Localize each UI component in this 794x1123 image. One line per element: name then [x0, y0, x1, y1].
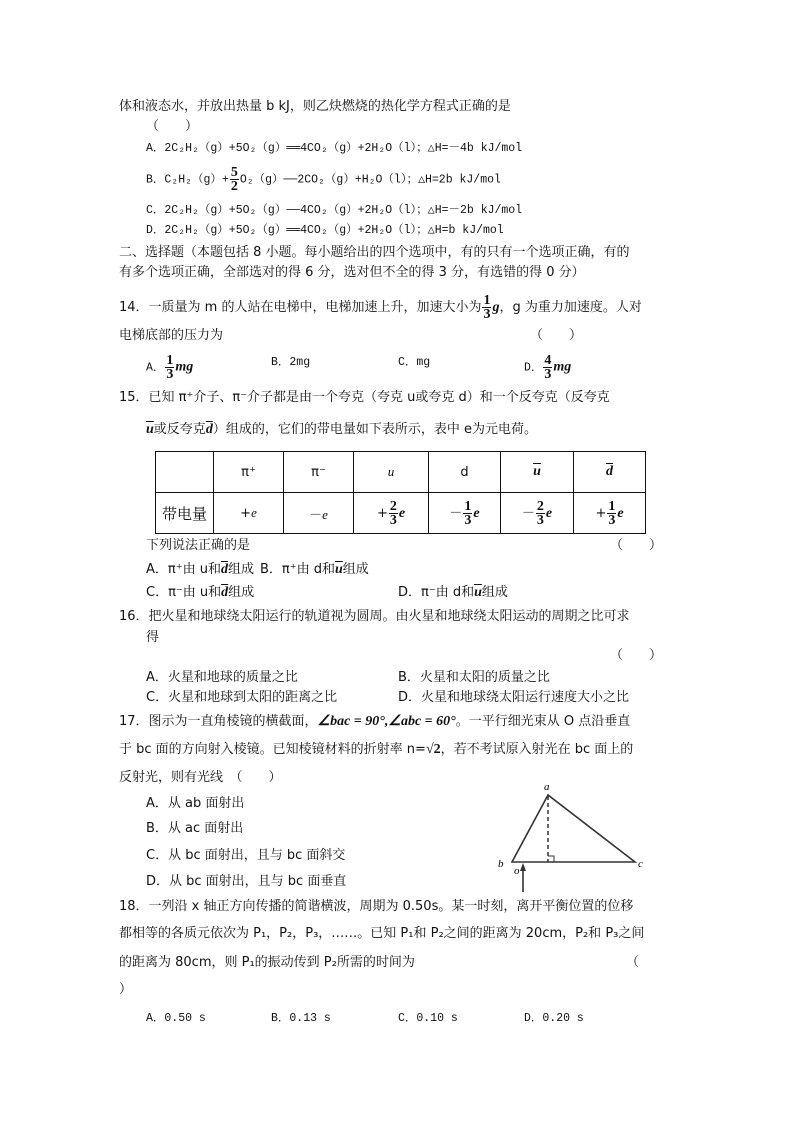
g-symbol: g: [492, 300, 500, 315]
fraction: [543, 354, 552, 381]
text: ，若不考试原入射光在 bc 面上的: [440, 742, 634, 757]
q16-answer-bracket: （ ）: [610, 648, 663, 663]
q17-option-c: C．从 bc 面射出，且与 bc 面斜交: [146, 848, 346, 863]
sign: +: [595, 505, 607, 521]
e: e: [322, 506, 328, 522]
text: 组成: [342, 562, 369, 577]
d-bar: $\overline{d}$: [220, 562, 228, 577]
u-bar: $\overline{u}$: [335, 562, 343, 577]
q13-option-d: D．2C₂H₂（g）+5O₂（g）══4CO₂（g）+2H₂O（l）；△H=b kJ/mol: [146, 224, 504, 237]
denominator: 3: [608, 512, 616, 528]
label-b: b: [498, 858, 504, 870]
prism-triangle: [512, 795, 635, 862]
q18-option-d: D．0.20 s: [524, 1012, 584, 1025]
charge-cell: [214, 493, 284, 534]
charge-cell: [284, 493, 354, 534]
e: e: [617, 505, 624, 521]
right-angle-mark: [548, 856, 554, 862]
text: ，g 为重力加速度。人对: [499, 300, 642, 315]
header-cell: π⁺: [214, 452, 284, 493]
q16-option-b: B．火星和太阳的质量之比: [398, 670, 550, 685]
fraction: [607, 500, 616, 527]
header-cell: [156, 452, 214, 493]
fraction: [482, 294, 491, 321]
d-bar: $\overline{d}$: [221, 585, 229, 600]
q16-stem-2: 得: [146, 630, 160, 645]
numerator: 1: [483, 293, 491, 308]
fraction: [389, 500, 398, 527]
table-row: [156, 493, 646, 534]
d-bar: $\overline{d}$: [205, 422, 213, 437]
sign: －: [521, 505, 535, 521]
unit: mg: [553, 359, 572, 375]
charge-cell: [429, 493, 501, 534]
q18-bracket-open: （: [626, 955, 640, 970]
q15-prompt: 下列说法正确的是: [146, 538, 251, 553]
e: e: [473, 505, 480, 521]
q14-option-d: [524, 354, 571, 381]
q14-option-c: C．mg: [398, 356, 431, 369]
text: B．π⁺由 d和: [260, 562, 335, 577]
fraction: [536, 500, 545, 527]
q18-option-b: B．0.13 s: [271, 1012, 331, 1025]
text: 14．一质量为 m 的人站在电梯中，电梯加速上升，加速大小为: [119, 300, 482, 315]
q18-stem-3: 的距离为 80cm，则 P₁的振动传到 P₂所需的时间为: [119, 955, 415, 970]
text: ）组成的，它们的带电量如下表所示，表中 e为元电荷。: [212, 422, 537, 437]
q15-stem-1: 15．已知 π⁺介子、π⁻介子都是由一个夸克（夸克 u或夸克 d）和一个反夸克（反夸克: [119, 390, 610, 405]
q15-option-a: [146, 561, 254, 579]
fraction: [463, 500, 472, 527]
label-a: a: [544, 781, 550, 793]
q18-bracket-close: ）: [119, 982, 133, 997]
text: B．C₂H₂（g）+: [146, 173, 229, 187]
text: 组成: [228, 585, 255, 600]
q14-option-b: B．2mg: [271, 356, 311, 369]
arrow-head-icon: [520, 863, 526, 871]
unit: mg: [175, 359, 194, 375]
q13-answer-bracket: （ ）: [146, 119, 199, 134]
q17-stem-1: [119, 713, 630, 731]
label: A．: [146, 361, 165, 375]
header-cell: $\overline{u}$: [501, 452, 574, 493]
numerator: 1: [166, 353, 174, 368]
text: C．π⁻由 u和: [146, 585, 222, 600]
numerator: 5: [230, 165, 238, 180]
denominator: 3: [483, 307, 491, 322]
sign: +: [240, 506, 252, 521]
q17-stem-2: [119, 741, 633, 759]
numerator: 2: [389, 498, 397, 514]
q17-option-d: D．从 bc 面射出，且与 bc 面垂直: [146, 874, 347, 889]
q18-option-a: A．0.50 s: [146, 1012, 206, 1025]
u-bar: $\overline{u}$: [474, 585, 482, 600]
denominator: 3: [464, 512, 472, 528]
charge-cell: [574, 493, 646, 534]
row-label: 带电量: [156, 493, 214, 534]
q14-option-a: [146, 354, 193, 381]
q13-option-a: A．2C₂H₂（g）+5O₂（g）══4CO₂（g）+2H₂O（l）；△H=－4b kJ/mol: [146, 142, 523, 155]
q16-stem-1: 16．把火星和地球绕太阳运行的轨道视为圆周。由火星和地球绕太阳运动的周期之比可求: [119, 609, 630, 624]
q18-option-c: C．0.10 s: [398, 1012, 458, 1025]
label-o: o: [514, 865, 520, 877]
numerator: 1: [464, 498, 472, 514]
table-header-row: [156, 452, 646, 493]
text: A．π⁺由 u和: [146, 562, 221, 577]
q14-stem-2: 电梯底部的压力为: [119, 328, 224, 343]
q16-option-d: D．火星和地球绕太阳运行速度大小之比: [398, 690, 630, 705]
q14-answer-bracket: （ ）: [530, 328, 583, 343]
denominator: 2: [230, 179, 238, 194]
q17-option-a: A．从 ab 面射出: [146, 796, 245, 811]
q16-option-a: A．火星和地球的质量之比: [146, 670, 298, 685]
charge-cell: [354, 493, 429, 534]
numerator: 4: [544, 353, 552, 368]
angle-expression: ∠bac = 90°,∠abc = 60°: [317, 714, 456, 729]
q14-stem: [119, 294, 642, 321]
label-c: c: [638, 858, 643, 870]
q17-option-b: B．从 ac 面射出: [146, 821, 244, 836]
text: 或反夸克: [153, 422, 206, 437]
q18-stem-1: 18．一列沿 x 轴正方向传播的简谐横波，周期为 0.50s。某一时刻，离开平衡位置的位移: [119, 899, 634, 914]
u-bar: $\overline{u}$: [146, 422, 154, 437]
fraction: [165, 354, 174, 381]
sign: －: [309, 507, 323, 523]
q13-option-b: [146, 166, 501, 193]
q15-answer-bracket: （ ）: [610, 538, 663, 553]
q15-option-c: [146, 584, 254, 602]
prism-diagram: [490, 780, 660, 900]
q15-option-b: [260, 561, 369, 579]
text: 组成: [481, 585, 508, 600]
section2-heading-2: 有多个选项正确，全部选对的得 6 分，选对但不全的得 3 分，有选错的得 0 分）: [119, 265, 585, 280]
text: 17．图示为一直角棱镜的横截面，: [119, 714, 318, 729]
text: 于 bc 面的方向射入棱镜。已知棱镜材料的折射率 n=: [119, 742, 426, 757]
header-cell: π⁻: [284, 452, 354, 493]
q16-option-c: C．火星和地球到太阳的距离之比: [146, 690, 338, 705]
e: e: [251, 505, 257, 520]
numerator: 1: [608, 498, 616, 514]
label: D．: [524, 361, 543, 375]
sign: －: [449, 505, 463, 521]
q15-option-d: [398, 584, 508, 602]
q13-stem: 体和液态水，并放出热量 b kJ，则乙炔燃烧的热化学方程式正确的是: [119, 99, 511, 114]
numerator: 2: [536, 498, 544, 514]
header-cell: u: [354, 452, 429, 493]
header-cell: $\overline{d}$: [574, 452, 646, 493]
section2-heading-1: 二、选择题（本题包括 8 小题。每小题给出的四个选项中，有的只有一个选项正确，有的: [119, 245, 630, 260]
text: O₂（g）──2CO₂（g）+H₂O（l）；△H=2b kJ/mol: [239, 173, 501, 187]
denominator: 3: [536, 512, 544, 528]
text: 组成: [227, 562, 254, 577]
sqrt-2: √2: [425, 742, 441, 757]
q13-option-c: C．2C₂H₂（g）+5O₂（g）──4CO₂（g）+2H₂O（l）；△H=－2b kJ/mol: [146, 204, 523, 217]
denominator: 3: [544, 367, 552, 382]
q17-stem-3: 反射光，则有光线 （ ）: [119, 770, 282, 785]
q18-stem-2: 都相等的各质元依次为 P₁，P₂，P₃，……。已知 P₁和 P₂之间的距离为 20cm，P₂和 P₃之间: [119, 926, 645, 941]
e: e: [398, 505, 406, 521]
charge-cell: [501, 493, 574, 534]
fraction: [230, 166, 239, 193]
denominator: 3: [389, 512, 397, 528]
charge-table: [155, 451, 646, 534]
e: e: [545, 505, 553, 521]
text: 。一平行细光束从 O 点沿垂直: [455, 714, 631, 729]
sign: +: [376, 505, 388, 521]
q15-stem-2: [146, 421, 537, 439]
text: D．π⁻由 d和: [398, 585, 475, 600]
header-cell: d: [429, 452, 501, 493]
denominator: 3: [166, 367, 174, 382]
